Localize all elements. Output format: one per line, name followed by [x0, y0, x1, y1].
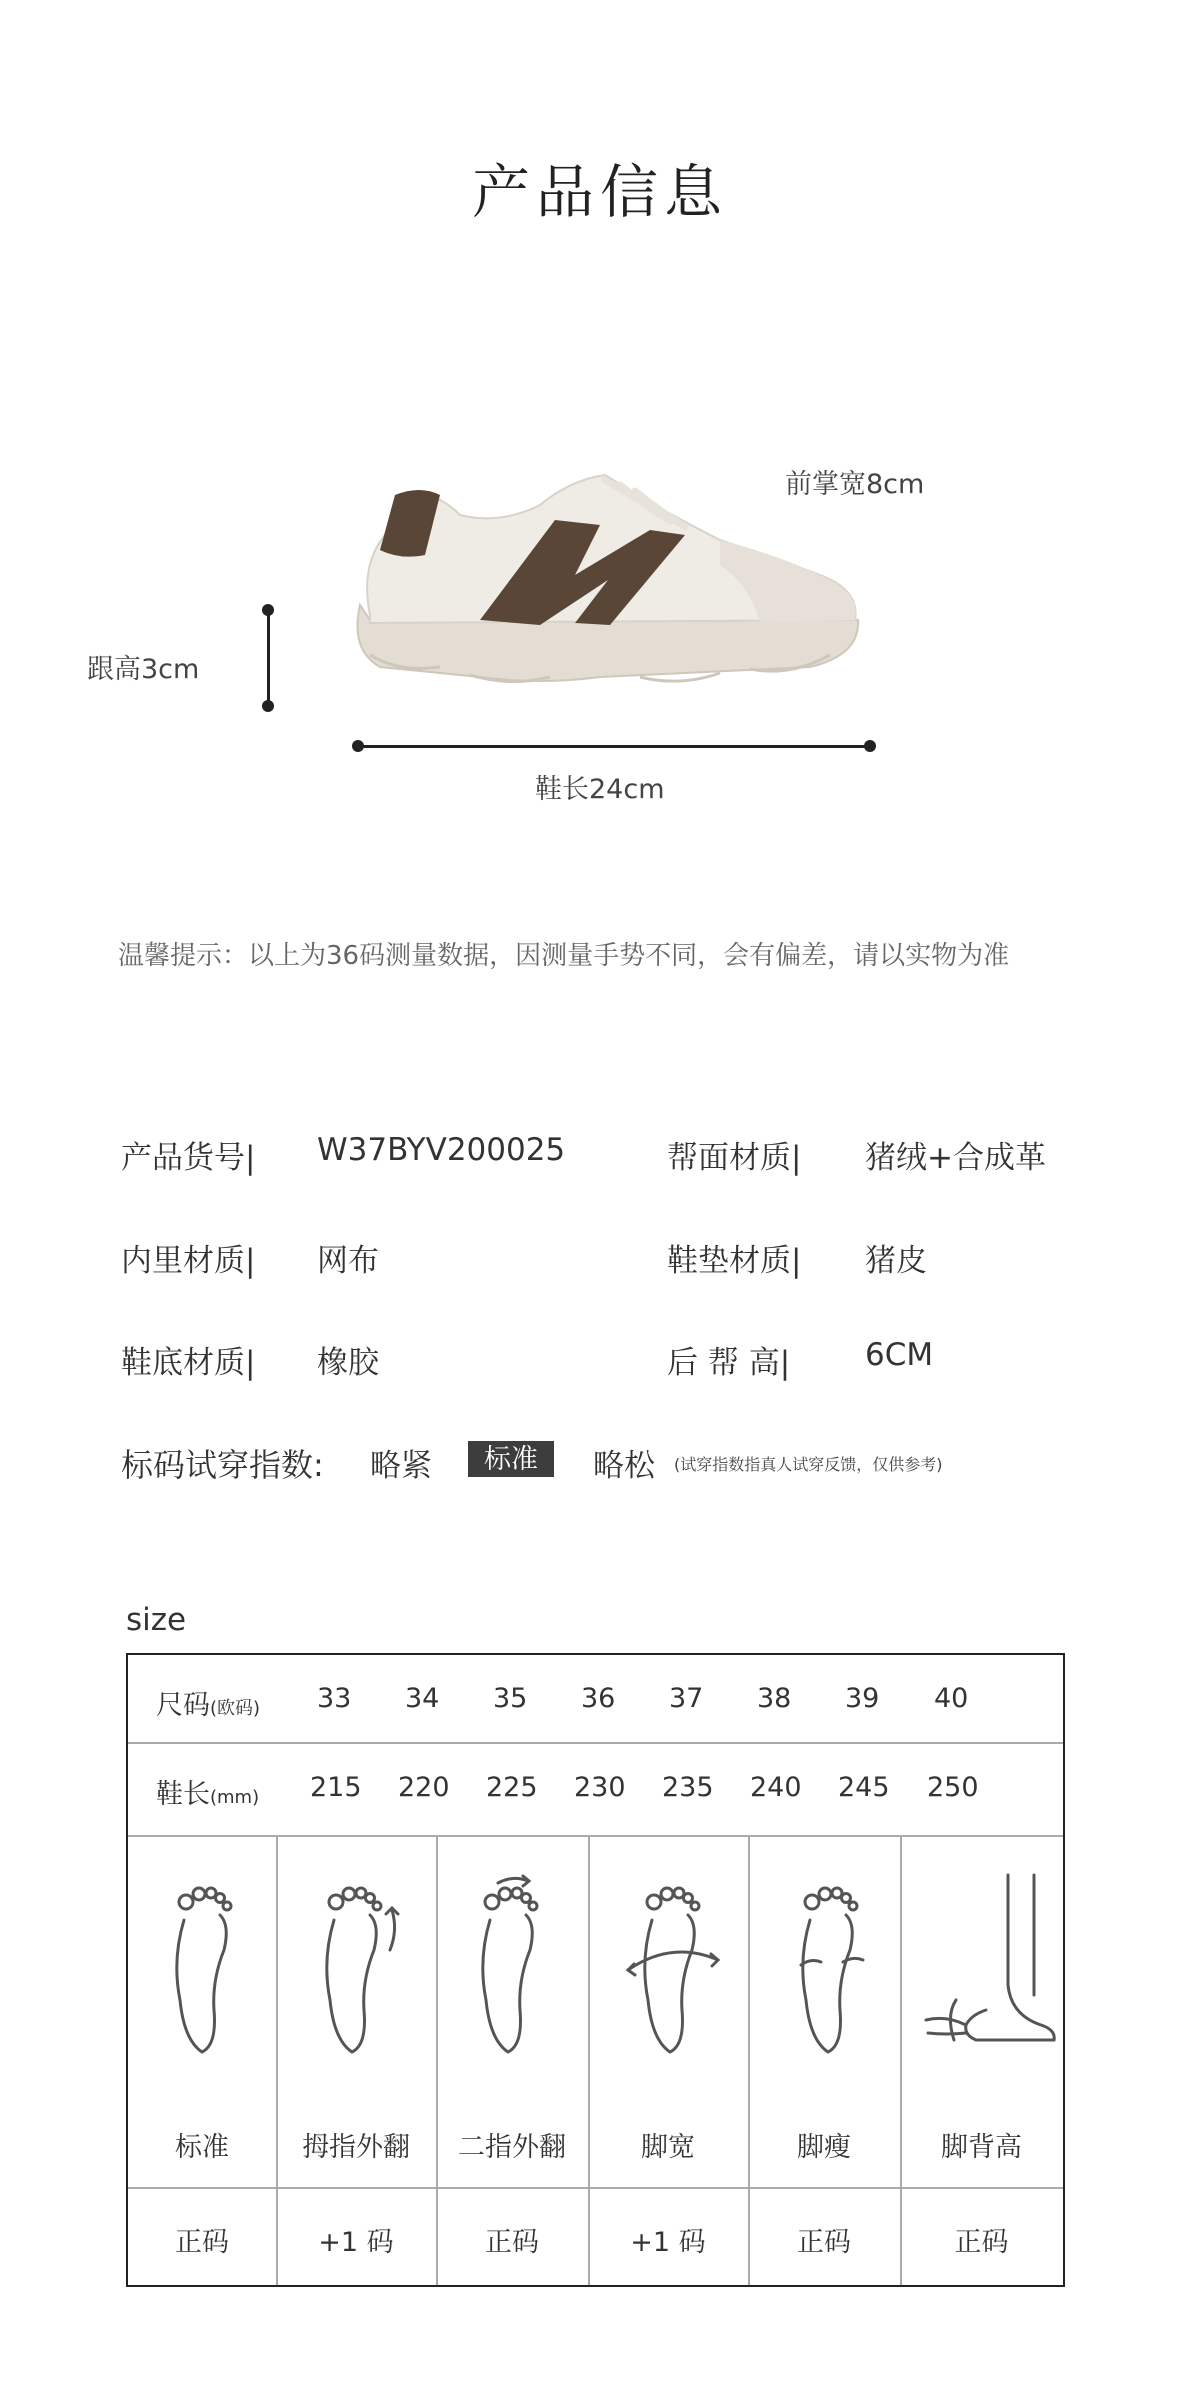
forefoot-width-label: 前掌宽8cm [785, 469, 925, 500]
heel-height-line-top-dot [262, 604, 274, 616]
foot-narrow-icon [783, 1880, 883, 2060]
heel-height-line [267, 610, 270, 706]
foot-type-fit: +1 码 [630, 2227, 706, 2258]
sole-material-label: 鞋底材质| [121, 1345, 256, 1381]
table-col-divider [900, 1835, 902, 2285]
foot-type-fit: 正码 [485, 2227, 539, 2258]
length-cell: 230 [574, 1772, 626, 1803]
size-cell: 34 [405, 1683, 440, 1714]
upper-material-value: 猪绒+合成革 [865, 1140, 1046, 1176]
foot-type-name: 脚瘦 [797, 2132, 851, 2163]
foot-type-name: 脚背高 [941, 2132, 1022, 2163]
item-no-label: 产品货号| [121, 1140, 256, 1176]
size-cell: 35 [493, 1683, 528, 1714]
measurement-tip: 温馨提示：以上为36码测量数据，因测量手势不同，会有偏差，请以实物为准 [118, 941, 1010, 971]
length-cell: 220 [398, 1772, 450, 1803]
length-cell: 245 [838, 1772, 890, 1803]
length-row-unit: (mm) [210, 1787, 260, 1808]
size-cell: 37 [669, 1683, 704, 1714]
table-row-divider [128, 1835, 1063, 1837]
fit-index-note: (试穿指数指真人试穿反馈，仅供参考) [674, 1455, 943, 1474]
foot-wide-icon [620, 1880, 730, 2060]
table-col-divider [436, 1835, 438, 2285]
shoe-length-label: 鞋长24cm [535, 774, 665, 805]
length-cell: 250 [927, 1772, 979, 1803]
fit-option-loose: 略松 [593, 1448, 655, 1484]
heel-height-label: 跟高3cm [87, 654, 200, 685]
size-row-label: 尺码 [156, 1690, 210, 1721]
length-cell: 240 [750, 1772, 802, 1803]
foot-type-name: 脚宽 [641, 2132, 695, 2163]
shoe-length-line-right-dot [864, 740, 876, 752]
size-row-unit: (欧码) [210, 1698, 261, 1719]
size-row-header [156, 1683, 260, 1722]
size-table [126, 1653, 1065, 2287]
size-cell: 36 [581, 1683, 616, 1714]
foot-type-fit: +1 码 [318, 2227, 394, 2258]
shoe-length-line [357, 745, 871, 748]
length-cell: 215 [310, 1772, 362, 1803]
foot-type-name: 二指外翻 [458, 2132, 566, 2163]
insole-material-value: 猪皮 [865, 1243, 927, 1279]
foot-type-fit: 正码 [954, 2227, 1009, 2258]
insole-material-label: 鞋垫材质| [667, 1243, 802, 1279]
table-col-divider [276, 1835, 278, 2285]
length-row-label: 鞋长 [156, 1779, 210, 1810]
size-heading: size [126, 1602, 187, 1638]
item-no-value: W37BYV200025 [317, 1132, 566, 1168]
heel-counter-label: 后 帮 高| [667, 1345, 791, 1381]
foot-standard-icon [162, 1880, 242, 2060]
size-cell: 40 [934, 1683, 969, 1714]
fit-index-label: 标码试穿指数: [121, 1446, 324, 1484]
foot-bunion-icon [312, 1880, 412, 2060]
table-row-divider [128, 2187, 1063, 2189]
lining-material-label: 内里材质| [121, 1243, 256, 1279]
table-col-divider [748, 1835, 750, 2285]
table-row-divider [128, 1742, 1063, 1744]
foot-high-instep-icon [916, 1865, 1066, 2065]
sole-material-value: 橡胶 [317, 1345, 379, 1381]
page-title: 产品信息 [471, 158, 728, 226]
heel-height-line-bottom-dot [262, 700, 274, 712]
fit-option-tight: 略紧 [370, 1448, 432, 1484]
length-row-header [156, 1772, 259, 1811]
upper-material-label: 帮面材质| [667, 1140, 802, 1176]
length-cell: 235 [662, 1772, 714, 1803]
size-cell: 39 [845, 1683, 880, 1714]
foot-type-name: 拇指外翻 [302, 2132, 410, 2163]
lining-material-value: 网布 [317, 1243, 379, 1279]
table-col-divider [588, 1835, 590, 2285]
length-cell: 225 [486, 1772, 538, 1803]
size-cell: 38 [757, 1683, 792, 1714]
foot-type-name: 标准 [175, 2132, 229, 2163]
fit-option-standard-selected: 标准 [468, 1441, 554, 1477]
foot-type-fit: 正码 [797, 2227, 851, 2258]
foot-second-toe-icon [468, 1873, 568, 2063]
foot-type-fit: 正码 [175, 2227, 229, 2258]
shoe-length-line-left-dot [352, 740, 364, 752]
size-cell: 33 [317, 1683, 352, 1714]
heel-counter-value: 6CM [865, 1337, 934, 1373]
